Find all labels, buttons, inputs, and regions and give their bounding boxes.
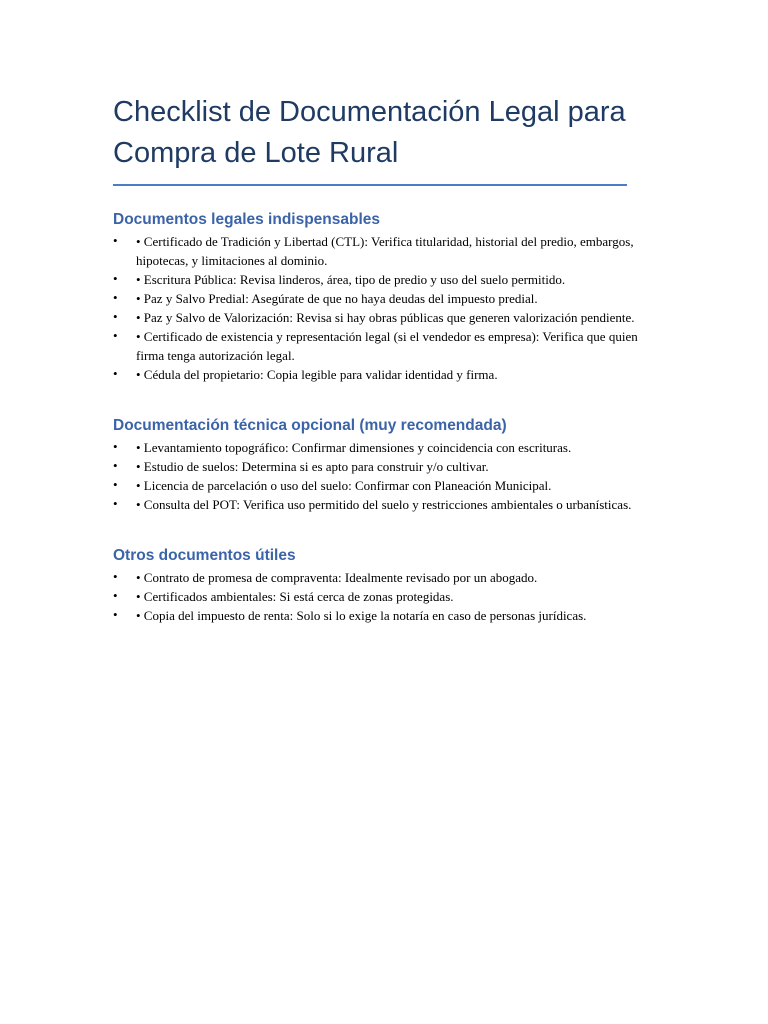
bullet-icon: •: [113, 309, 118, 324]
list-item: [113, 308, 643, 327]
item-text: • Paz y Salvo Predial: Asegúrate de que no haya deudas del impuesto predial.: [136, 291, 538, 306]
list-item: [113, 365, 643, 384]
bullet-icon: •: [113, 588, 118, 603]
section-heading: Documentos legales indispensables: [113, 211, 381, 228]
item-text: • Copia del impuesto de renta: Solo si lo exige la notaría en caso de personas jurídicas.: [136, 608, 587, 623]
list-item: [113, 270, 643, 289]
item-text: • Licencia de parcelación o uso del suelo: Confirmar con Planeación Municipal.: [136, 478, 552, 493]
title-line-2: Compra de Lote Rural: [113, 137, 399, 169]
bullet-icon: •: [113, 607, 118, 622]
document-content: [113, 92, 643, 625]
bullet-icon: •: [113, 496, 118, 511]
list-item: [113, 606, 643, 625]
title-line-1: Checklist de Documentación Legal para: [113, 96, 626, 128]
list-item: [113, 568, 643, 587]
item-text: • Certificado de Tradición y Libertad (CTL): Verifica titularidad, historial del predio, embargos, hipotecas, y limitaciones al dominio.: [136, 234, 634, 268]
checklist: [113, 438, 643, 514]
section-technical-documents: [113, 416, 643, 514]
section-other-documents: [113, 546, 643, 625]
section-heading: Documentación técnica opcional (muy recomendada): [113, 417, 507, 434]
item-text: • Consulta del POT: Verifica uso permitido del suelo y restricciones ambientales o urbanísticas.: [136, 497, 632, 512]
list-item: [113, 438, 643, 457]
item-text: • Levantamiento topográfico: Confirmar dimensiones y coincidencia con escrituras.: [136, 440, 572, 455]
item-text: • Estudio de suelos: Determina si es apto para construir y/o cultivar.: [136, 459, 489, 474]
list-item: [113, 289, 643, 308]
bullet-icon: •: [113, 290, 118, 305]
item-text: • Contrato de promesa de compraventa: Idealmente revisado por un abogado.: [136, 570, 538, 585]
bullet-icon: •: [113, 271, 118, 286]
bullet-icon: •: [113, 569, 118, 584]
list-item: [113, 587, 643, 606]
list-item: [113, 457, 643, 476]
title-underline: [113, 184, 627, 186]
item-text: • Certificados ambientales: Si está cerca de zonas protegidas.: [136, 589, 454, 604]
bullet-icon: •: [113, 458, 118, 473]
list-item: [113, 495, 643, 514]
item-text: • Cédula del propietario: Copia legible para validar identidad y firma.: [136, 367, 498, 382]
checklist: [113, 568, 643, 625]
list-item: [113, 476, 643, 495]
bullet-icon: •: [113, 328, 118, 343]
section-heading: Otros documentos útiles: [113, 547, 296, 564]
list-item: [113, 327, 643, 365]
bullet-icon: •: [113, 439, 118, 454]
checklist: [113, 232, 643, 384]
bullet-icon: •: [113, 477, 118, 492]
bullet-icon: •: [113, 233, 118, 248]
section-legal-documents: [113, 210, 643, 384]
document-title: [113, 92, 643, 174]
item-text: • Escritura Pública: Revisa linderos, área, tipo de predio y uso del suelo permitido.: [136, 272, 566, 287]
list-item: [113, 232, 643, 270]
bullet-icon: •: [113, 366, 118, 381]
item-text: • Paz y Salvo de Valorización: Revisa si hay obras públicas que generen valorización pendiente.: [136, 310, 635, 325]
item-text: • Certificado de existencia y representación legal (si el vendedor es empresa): Verifica que quien firma tenga autorización legal.: [136, 329, 638, 363]
